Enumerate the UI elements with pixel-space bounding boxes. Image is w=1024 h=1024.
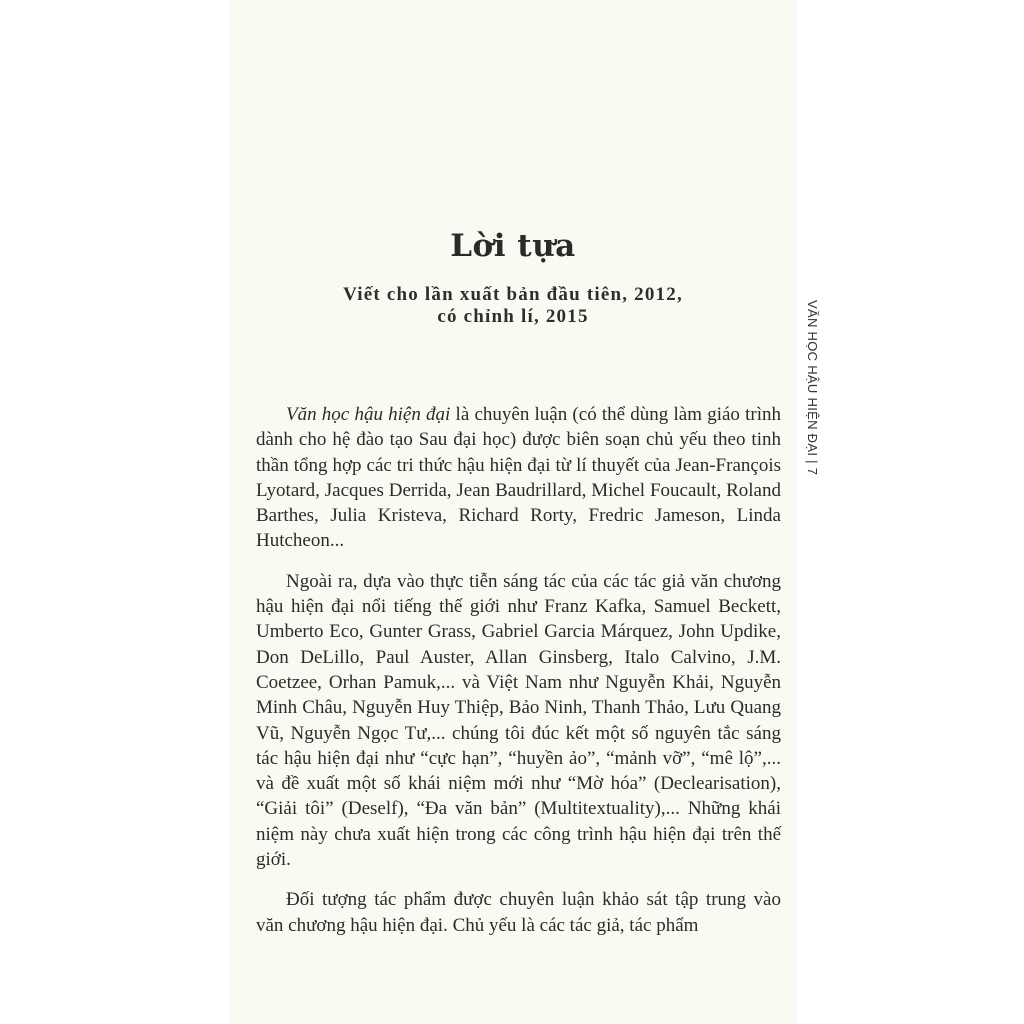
running-header-text: VĂN HỌC HẬU HIỆN ĐẠI | 7 (805, 300, 820, 476)
body-text (256, 402, 781, 953)
running-header-vertical (805, 300, 840, 476)
paragraph-2: Ngoài ra, dựa vào thực tiễn sáng tác của các tác giả văn chương hậu hiện đại nổi tiếng thế giới như Franz Kafka, Samuel Beckett, Umberto Eco, Gunter Grass, Gabriel Garcia Márquez, John Updike, Don DeLillo, Paul Auster, Allan Ginsberg, Italo Calvino, J.M. Coetzee, Orhan Pamuk,... và Việt Nam như Nguyễn Khải, Nguyễn Minh Châu, Nguyễn Huy Thiệp, Bảo Ninh, Thanh Thảo, Lưu Quang Vũ, Nguyễn Ngọc Tư,... chúng tôi đúc kết một số nguyên tắc sáng tác hậu hiện đại như “cực hạn”, “huyền ảo”, “mảnh vỡ”, “mê lộ”,... và đề xuất một số khái niệm mới như “Mờ hóa” (Declearisation), “Giải tôi” (Deself), “Đa văn bản” (Multitextuality),... Những khái niệm này chưa xuất hiện trong các công trình hậu hiện đại trên thế giới. (256, 570, 781, 871)
paragraph-1-text: là chuyên luận (có thể dùng làm giáo trình dành cho hệ đào tạo Sau đại học) được biên soạn chủ yếu theo tinh thần tổng hợp các tri thức hậu hiện đại từ lí thuyết của Jean-François Lyotard, Jacques Derrida, Jean Baudrillard, Michel Foucault, Roland Barthes, Julia Kristeva, Richard Rorty, Fredric Jameson, Linda Hutcheon... (256, 404, 781, 552)
paragraph-3: Đối tượng tác phẩm được chuyên luận khảo sát tập trung vào văn chương hậu hiện đại. Chủ yếu là các tác giả, tác phẩm (256, 889, 781, 936)
subtitle-line-1: Viết cho lần xuất bản đầu tiên, 2012, (343, 284, 683, 305)
book-page (230, 0, 796, 1024)
subtitle-line-2: có chỉnh lí, 2015 (437, 306, 589, 327)
book-title-italic: Văn học hậu hiện đại (286, 404, 451, 425)
page-title: Lời tựa (450, 228, 576, 264)
paragraph-1 (256, 402, 781, 554)
